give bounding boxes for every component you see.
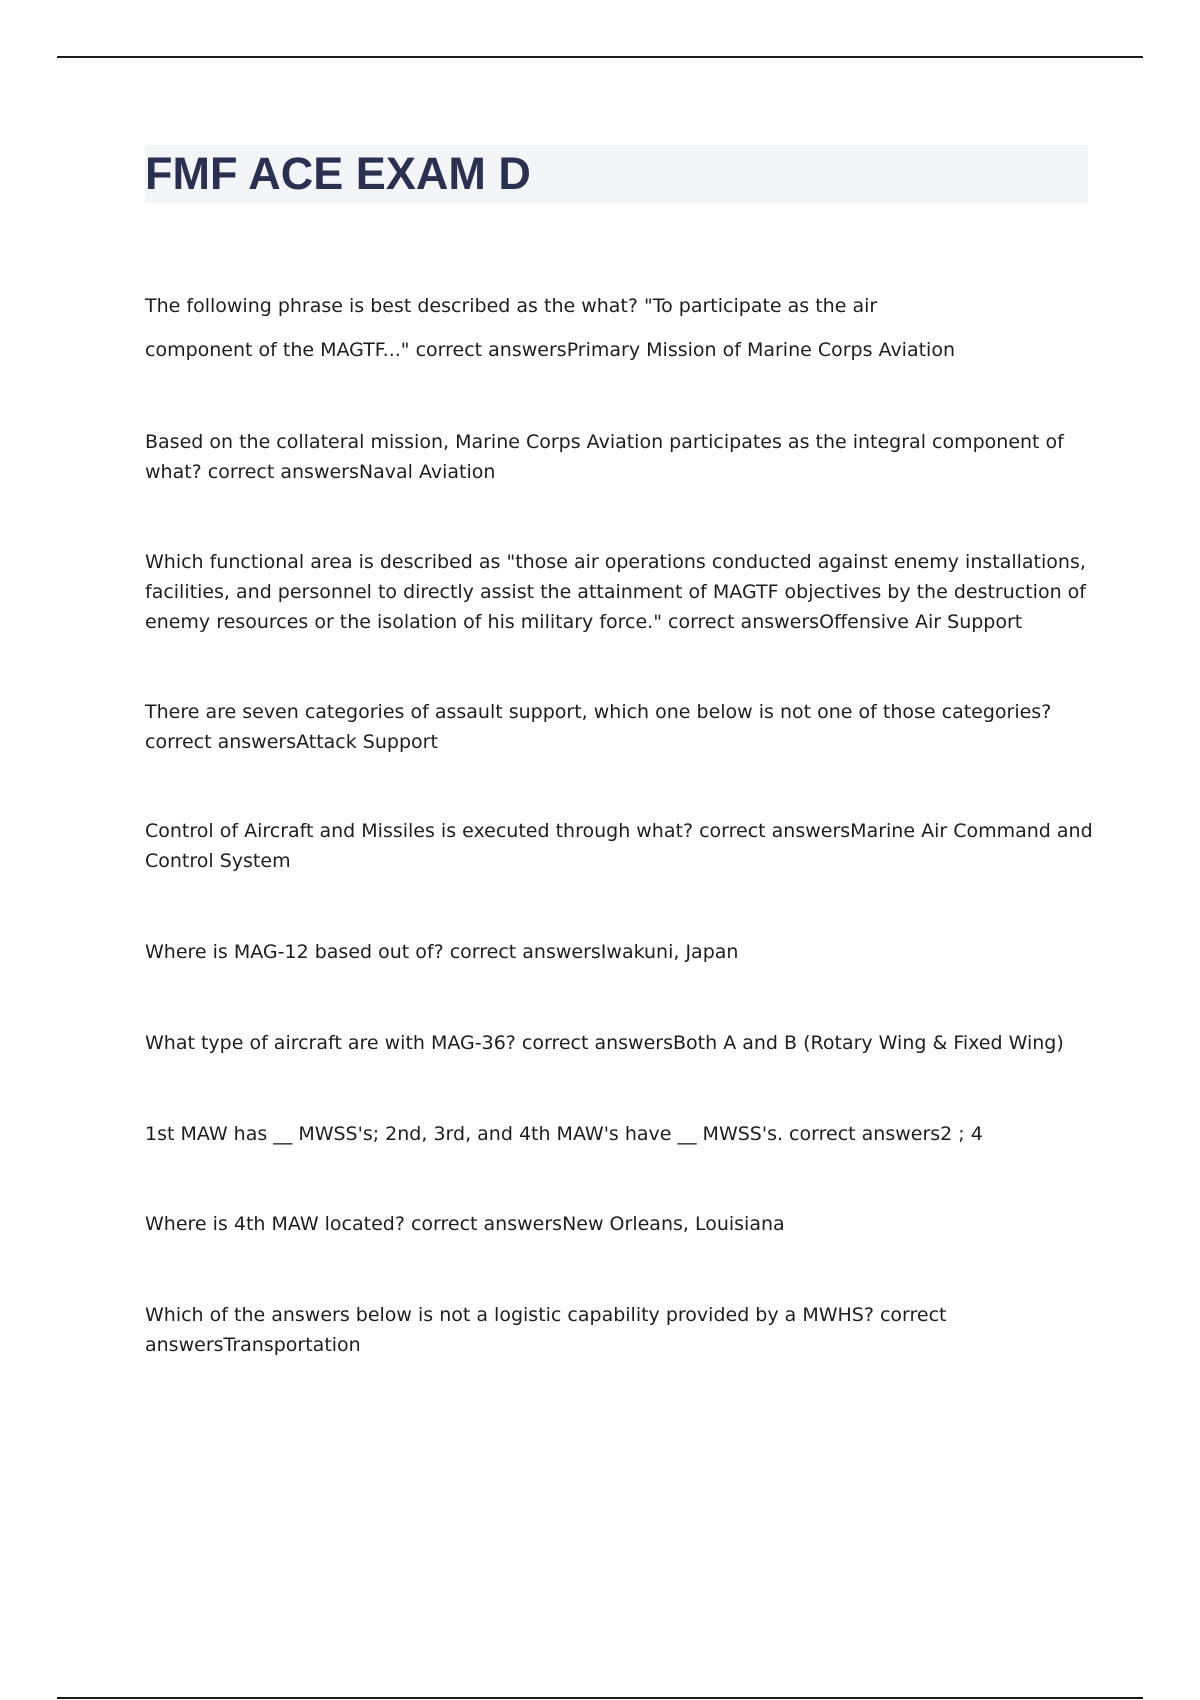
question-text: Where is 4th MAW located? correct answers xyxy=(145,1213,563,1235)
qa-item-3 xyxy=(145,547,1095,637)
answer-text: Transportation xyxy=(223,1334,361,1356)
qa-item-2 xyxy=(145,427,1095,487)
answer-text: Both A and B (Rotary Wing & Fixed Wing) xyxy=(673,1032,1064,1054)
qa-item-7 xyxy=(145,1028,1095,1058)
page-title: FMF ACE EXAM D xyxy=(145,148,531,199)
question-text: Based on the collateral mission, Marine Corps Aviation participates as the integral component of what? correct answers xyxy=(145,431,1064,483)
answer-text: Iwakuni, Japan xyxy=(600,941,739,963)
top-rule xyxy=(57,56,1143,58)
answer-text: Primary Mission of Marine Corps Aviation xyxy=(566,339,955,361)
qa-item-9 xyxy=(145,1209,1095,1239)
question-text: 1st MAW has __ MWSS's; 2nd, 3rd, and 4th MAW's have __ MWSS's. correct answers xyxy=(145,1123,941,1145)
question-text: Control of Aircraft and Missiles is executed through what? correct answers xyxy=(145,820,851,842)
answer-text: Marine Air Command and Control System xyxy=(145,820,1093,872)
question-text: Where is MAG-12 based out of? correct answers xyxy=(145,941,601,963)
answer-text: 2 ; 4 xyxy=(940,1123,983,1145)
answer-text: New Orleans, Louisiana xyxy=(562,1213,785,1235)
question-text: Which of the answers below is not a logistic capability provided by a MWHS? correct answers xyxy=(145,1304,947,1356)
question-text: What type of aircraft are with MAG-36? correct answers xyxy=(145,1032,674,1054)
answer-text: Offensive Air Support xyxy=(819,611,1023,633)
answer-text: Attack Support xyxy=(296,731,438,753)
qa-item-4 xyxy=(145,697,1095,757)
answer-text: Naval Aviation xyxy=(358,461,496,483)
qa-item-8 xyxy=(145,1119,1095,1149)
qa-item-1 xyxy=(145,284,975,372)
bottom-rule xyxy=(57,1697,1143,1699)
question-text: There are seven categories of assault support, which one below is not one of those categories? correct answers xyxy=(145,701,1052,753)
qa-item-5 xyxy=(145,816,1095,876)
question-text: The following phrase is best described as the what? "To participate as the air component of the MAGTF..." correct answers xyxy=(145,295,878,361)
question-text: Which functional area is described as "those air operations conducted against enemy installations, facilities, and personnel to directly assist the attainment of MAGTF objectives by the destruction of enemy resources or the isolation of his military force." correct answers xyxy=(145,551,1086,633)
qa-item-10 xyxy=(145,1300,1095,1360)
qa-item-6 xyxy=(145,937,1095,967)
